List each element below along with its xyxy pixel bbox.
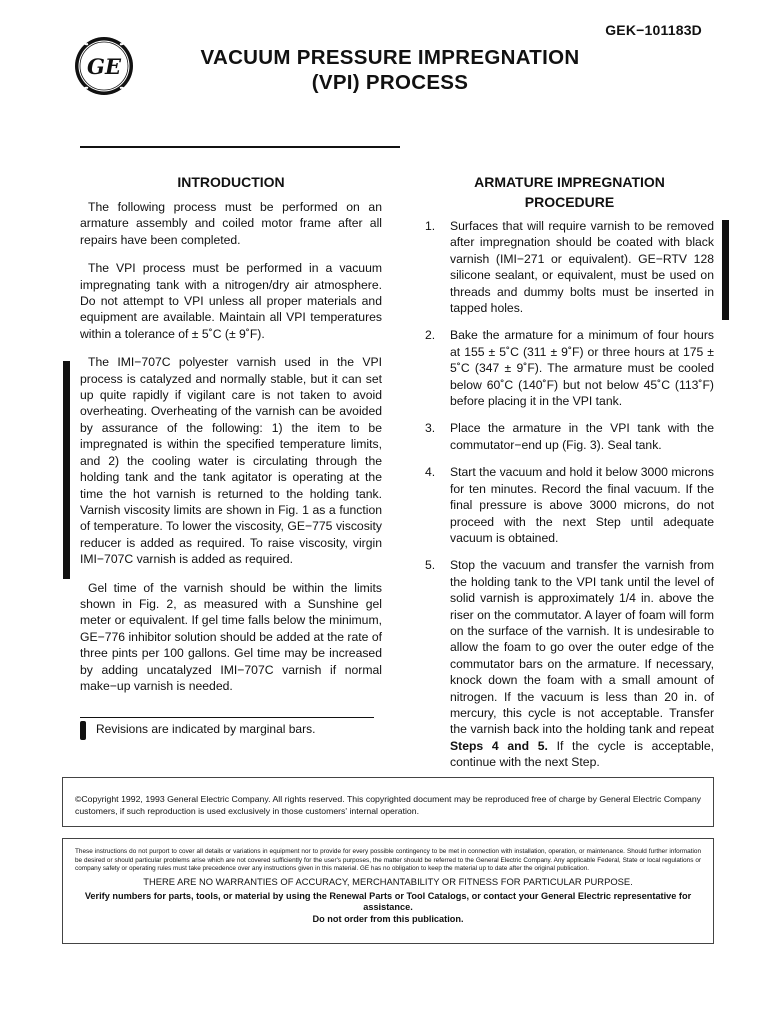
title-line-2: (VPI) PROCESS <box>311 71 469 94</box>
title-line-1: VACUUM PRESSURE IMPREGNATION <box>200 46 580 69</box>
svg-text:GE: GE <box>87 54 121 79</box>
step-number: 2. <box>425 328 436 343</box>
step-number: 1. <box>425 219 436 233</box>
introduction-heading: INTRODUCTION <box>177 174 285 190</box>
verify-text <box>75 891 701 926</box>
step-text: Start the vacuum and hold it below 3000 microns for ten minutes. Record the final vacuum. If the final pressure is above 3000 microns, do not proceed with the next Step until adequate vacuum is obtained. <box>450 465 714 545</box>
no-warranties-text: THERE ARE NO WARRANTIES OF ACCURACY, MERCHANTABILITY OR FITNESS FOR PARTICULAR PURPOSE. <box>143 875 633 887</box>
step-number: 5. <box>425 558 436 573</box>
ge-logo-icon <box>74 36 134 96</box>
step-number: 4. <box>425 465 436 480</box>
verify-line-2: Do not order from this publication. <box>312 913 464 924</box>
procedure-heading <box>425 172 714 212</box>
step-text: Place the armature in the VPI tank with the commutator−end up (Fig. 3). Seal tank. <box>450 421 714 452</box>
procedure-step <box>425 327 714 409</box>
verify-line-1: Verify numbers for parts, tools, or material by using the Renewal Parts or Tool Catalogs, or contact your General Electric representative for assistance. <box>84 890 692 913</box>
disclaimer-box <box>62 838 714 944</box>
introduction-section <box>80 199 382 706</box>
revision-marker <box>80 721 86 740</box>
copyright-box <box>62 777 714 827</box>
document-number: GEK−101183D <box>605 22 702 38</box>
section-rule <box>80 717 374 718</box>
revision-bar <box>63 361 70 579</box>
step-text-emphasis: Steps 4 and 5. <box>450 738 548 753</box>
procedure-step <box>425 557 714 770</box>
intro-paragraph-3: The IMI−707C polyester varnish used in the VPI process is catalyzed and normally stable, but it can set up quite rapidly if vigilant care is not taken to avoid overheating. Overheating of the varnish can be avoided by assurance of the following: 1) the item to be impregnated is within the specified temperature limits, and 2) the cooling water is circulating through the holding tank and the tank agitator is operating at the time the hot varnish is returned to the holding tank. Varnish viscosity limits are shown in Fig. 1 as a function of temperature. To lower the viscosity, GE−775 viscosity reducer is added as required. To raise viscosity, virgin IMI−707C varnish is added as required. <box>80 355 382 567</box>
step-text-part: Stop the vacuum and transfer the varnish from the holding tank to the VPI tank until the level of solid varnish is approximately 1/4 in. above the riser on the commutator. A layer of foam will form on the surface of the varnish. It is undesirable to allow the foam to go over the outer edge of the commutator bars on the armature. If necessary, knock down the foam with a small amount of nitrogen. If the vacuum is less than 20 in. of mercury, this cycle is not acceptable. Transfer the varnish back into the holding tank and repeat <box>450 558 714 737</box>
intro-paragraph-1: The following process must be performed on an armature assembly and coiled motor frame after all repairs have been completed. <box>80 200 382 247</box>
procedure-step <box>425 420 714 453</box>
intro-paragraph-4: Gel time of the varnish should be within the limits shown in Fig. 2, as measured with a Sunshine gel meter or equivalent. If gel time falls below the minimum, GE−776 inhibitor solution should be added at the rate of three pints per 100 gallons. Gel time may be increased by adding uncatalyzed IMI−707C varnish if normal make−up varnish is needed. <box>80 580 382 693</box>
procedure-step <box>425 218 714 316</box>
document-title <box>150 45 630 95</box>
intro-paragraph-2: The VPI process must be performed in a vacuum impregnating tank with a nitrogen/dry air atmosphere. Do not attempt to VPI unless all proper materials and equipment are available. Maintain all VPI temperatures within a tolerance of ± 5˚C (± 9˚F). <box>80 261 382 341</box>
procedure-step <box>425 464 714 546</box>
step-text-part: If the cycle is acceptable, continue with the next Step. <box>450 738 714 770</box>
procedure-heading-line-1: ARMATURE IMPREGNATION <box>474 174 665 190</box>
procedure-steps <box>425 218 714 782</box>
step-text <box>450 558 714 769</box>
procedure-heading-line-2: PROCEDURE <box>524 194 615 210</box>
revision-bar <box>722 220 729 320</box>
step-text: Surfaces that will require varnish to be removed after impregnation should be coated with black varnish (IMI−271 or equivalent). GE−RTV 128 silicone sealant, or equivalent, must be used on threads and dummy bolts must be inserted in tapped holes. <box>450 219 714 316</box>
copyright-text: ©Copyright 1992, 1993 General Electric Company. All rights reserved. This copyrighted document may be reproduced free of charge by General Electric Company customers, if such reproduction is used exclusively in those customers' internal operation. <box>75 794 701 816</box>
revision-note: Revisions are indicated by marginal bars. <box>96 722 316 736</box>
step-number: 3. <box>425 421 436 436</box>
step-text: Bake the armature for a minimum of four hours at 155 ± 5˚C (311 ± 9˚F) or three hours at 175 ± 5˚C (347 ± 9˚F). The armature must be cooled below 60˚C (140˚F) but not below 45˚C (113˚F) before placing it in the VPI tank. <box>450 328 714 409</box>
header-rule <box>80 146 400 148</box>
disclaimer-text: These instructions do not purport to cover all details or variations in equipment nor to provide for every possible contingency to be met in connection with installation, operation, or maintenance. Should further information be desired or should particular problems arise which are not covered sufficiently for the user's purposes, the matter should be referred to the General Electric Company. Any applicable Federal, State or local regulations or company safety or operating rules must take precedence over any instructions given in this material. GE has no obligation to keep the material up to date after the original publication. <box>75 848 701 873</box>
